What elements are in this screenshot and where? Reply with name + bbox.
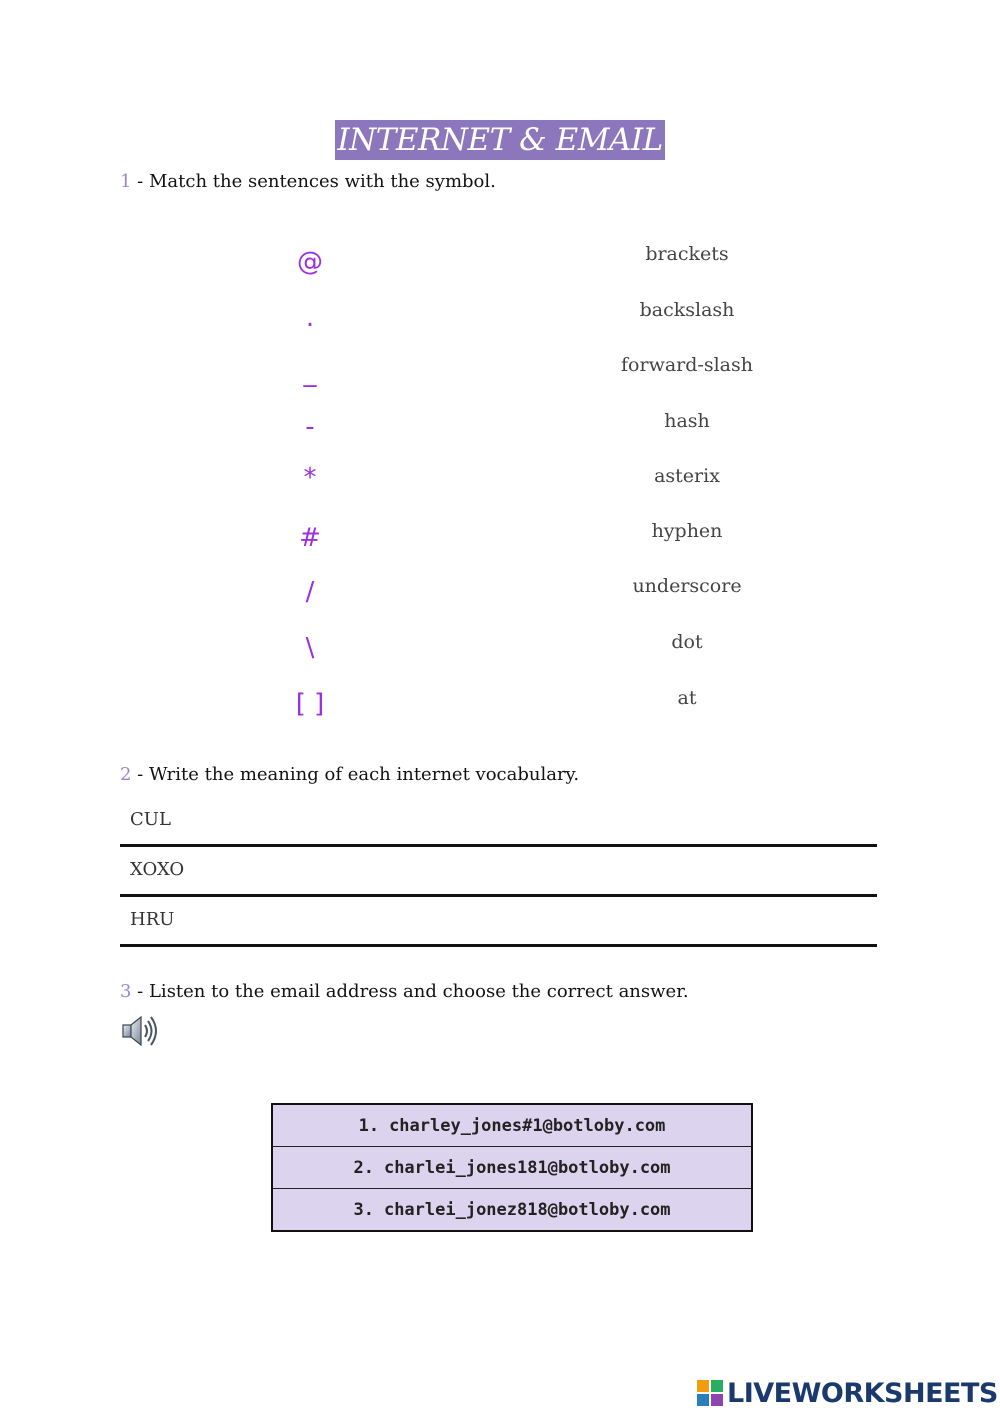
liveworksheets-logo <box>697 1378 998 1408</box>
speaker-icon[interactable] <box>120 1012 160 1050</box>
logo-icon <box>697 1380 723 1406</box>
word-backslash[interactable]: backslash <box>639 299 735 321</box>
instruction-number: 1 <box>120 171 132 192</box>
vocab-term: XOXO <box>130 859 185 880</box>
instruction-text: - Listen to the email address and choose the correct answer. <box>131 981 689 1002</box>
word-hash[interactable]: hash <box>664 410 710 432</box>
instruction-text: - Match the sentences with the symbol. <box>131 171 496 192</box>
vocab-term: CUL <box>130 809 171 830</box>
email-options-table <box>271 1103 753 1232</box>
instruction-text: - Write the meaning of each internet vocabulary. <box>131 764 580 785</box>
symbol-hyphen[interactable]: - <box>305 412 315 442</box>
email-option-3[interactable] <box>273 1189 751 1230</box>
symbol-hash[interactable]: # <box>299 523 321 553</box>
option-index: 3. <box>353 1199 374 1220</box>
email-option-2[interactable] <box>273 1147 751 1189</box>
symbol-dot[interactable]: . <box>305 303 315 333</box>
word-underscore[interactable]: underscore <box>632 575 742 597</box>
instruction-number: 3 <box>120 981 132 1002</box>
option-address: charlei_jonez818@botloby.com <box>383 1199 671 1220</box>
symbol-underscore[interactable]: _ <box>303 358 317 388</box>
word-at[interactable]: at <box>677 687 697 709</box>
word-forward-slash[interactable]: forward-slash <box>621 354 753 376</box>
word-dot[interactable]: dot <box>671 631 703 653</box>
page-title: INTERNET & EMAIL <box>337 122 663 158</box>
symbol-backslash[interactable]: \ <box>305 633 315 663</box>
word-brackets[interactable]: brackets <box>645 243 729 265</box>
symbol-brackets[interactable]: [ ] <box>295 689 325 719</box>
word-asterix[interactable]: asterix <box>654 465 720 487</box>
instruction-1 <box>120 170 496 194</box>
vocab-row-xoxo[interactable] <box>120 846 877 897</box>
email-option-1[interactable] <box>273 1105 751 1147</box>
word-hyphen[interactable]: hyphen <box>651 520 723 542</box>
option-index: 2. <box>353 1157 374 1178</box>
title-container <box>0 120 1000 160</box>
symbol-forward-slash[interactable]: / <box>305 577 315 607</box>
option-index: 1. <box>358 1115 380 1136</box>
instruction-3 <box>120 980 689 1004</box>
instruction-number: 2 <box>120 764 132 785</box>
symbol-at[interactable]: @ <box>297 247 323 277</box>
option-address: charley_jones#1@botloby.com <box>389 1115 666 1136</box>
vocab-row-hru[interactable] <box>120 896 877 947</box>
vocab-term: HRU <box>130 909 175 930</box>
instruction-2 <box>120 763 579 787</box>
logo-text: LIVEWORKSHEETS <box>727 1377 998 1409</box>
symbol-asterisk[interactable]: * <box>303 463 317 493</box>
option-address: charlei_jones181@botloby.com <box>383 1157 671 1178</box>
vocab-row-cul[interactable] <box>120 796 877 847</box>
